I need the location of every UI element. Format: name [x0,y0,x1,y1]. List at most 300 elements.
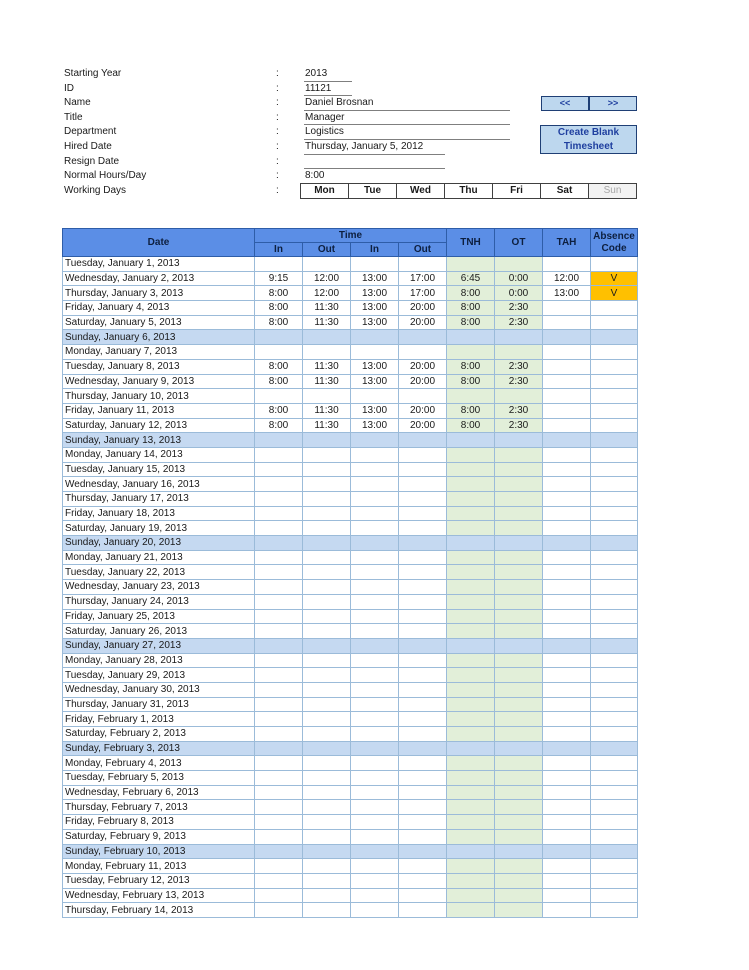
cell-in1[interactable]: 8:00 [255,403,303,418]
cell-tah[interactable] [543,815,591,830]
cell-tah[interactable] [543,477,591,492]
cell-tah[interactable] [543,389,591,404]
cell-ot[interactable]: 2:30 [495,374,543,389]
cell-in2[interactable] [351,712,399,727]
cell-out1[interactable] [303,550,351,565]
cell-abs[interactable] [591,433,638,448]
cell-out2[interactable]: 20:00 [399,418,447,433]
cell-out2[interactable] [399,257,447,272]
cell-in1[interactable] [255,492,303,507]
cell-tah[interactable] [543,550,591,565]
cell-tah[interactable] [543,873,591,888]
info-value[interactable]: 2013 [305,68,328,79]
cell-abs[interactable] [591,800,638,815]
cell-out2[interactable] [399,594,447,609]
cell-tah[interactable] [543,829,591,844]
cell-in1[interactable]: 8:00 [255,359,303,374]
cell-tnh[interactable] [447,903,495,918]
cell-in1[interactable] [255,536,303,551]
cell-out1[interactable] [303,609,351,624]
cell-in2[interactable] [351,829,399,844]
cell-abs[interactable] [591,315,638,330]
cell-in1[interactable] [255,682,303,697]
cell-in1[interactable] [255,477,303,492]
cell-out1[interactable] [303,594,351,609]
cell-tnh[interactable] [447,638,495,653]
cell-out2[interactable] [399,624,447,639]
cell-in1[interactable] [255,433,303,448]
cell-ot[interactable] [495,580,543,595]
cell-tnh[interactable] [447,477,495,492]
cell-tnh[interactable] [447,536,495,551]
cell-in1[interactable] [255,624,303,639]
cell-abs[interactable] [591,741,638,756]
cell-in1[interactable] [255,829,303,844]
cell-tah[interactable] [543,727,591,742]
cell-out1[interactable] [303,873,351,888]
cell-in1[interactable]: 8:00 [255,374,303,389]
cell-in2[interactable]: 13:00 [351,271,399,286]
info-value[interactable]: 8:00 [305,170,325,182]
cell-out2[interactable] [399,638,447,653]
cell-ot[interactable]: 2:30 [495,418,543,433]
cell-tnh[interactable] [447,447,495,462]
cell-out2[interactable] [399,829,447,844]
cell-in2[interactable] [351,447,399,462]
cell-ot[interactable] [495,594,543,609]
cell-ot[interactable]: 2:30 [495,403,543,418]
cell-in2[interactable] [351,741,399,756]
cell-out1[interactable] [303,477,351,492]
cell-in1[interactable] [255,257,303,272]
cell-out1[interactable]: 11:30 [303,403,351,418]
info-value[interactable]: Logistics [305,126,344,138]
cell-tnh[interactable]: 8:00 [447,359,495,374]
cell-in2[interactable] [351,477,399,492]
cell-tnh[interactable] [447,682,495,697]
cell-in1[interactable] [255,873,303,888]
cell-in2[interactable]: 13:00 [351,315,399,330]
cell-out1[interactable] [303,727,351,742]
cell-abs[interactable] [591,903,638,918]
cell-in1[interactable] [255,550,303,565]
cell-out1[interactable] [303,829,351,844]
cell-out2[interactable] [399,550,447,565]
cell-in2[interactable] [351,433,399,448]
cell-in2[interactable] [351,653,399,668]
cell-in2[interactable] [351,859,399,874]
cell-tah[interactable] [543,594,591,609]
cell-out2[interactable] [399,903,447,918]
cell-in2[interactable] [351,580,399,595]
cell-in2[interactable] [351,609,399,624]
cell-in2[interactable]: 13:00 [351,286,399,301]
cell-out1[interactable] [303,506,351,521]
cell-tnh[interactable]: 8:00 [447,315,495,330]
cell-tah[interactable] [543,359,591,374]
cell-tah[interactable] [543,638,591,653]
cell-tah[interactable] [543,712,591,727]
cell-tnh[interactable] [447,741,495,756]
cell-ot[interactable] [495,800,543,815]
cell-out1[interactable] [303,492,351,507]
cell-in1[interactable] [255,903,303,918]
working-day-sat[interactable]: Sat [541,184,589,198]
cell-abs[interactable] [591,594,638,609]
cell-in2[interactable] [351,771,399,786]
cell-tah[interactable] [543,653,591,668]
cell-ot[interactable] [495,668,543,683]
cell-tah[interactable] [543,580,591,595]
cell-out1[interactable] [303,580,351,595]
cell-tah[interactable] [543,741,591,756]
cell-ot[interactable] [495,565,543,580]
cell-tah[interactable] [543,257,591,272]
cell-out1[interactable] [303,785,351,800]
cell-in2[interactable] [351,873,399,888]
cell-out1[interactable] [303,521,351,536]
cell-out1[interactable]: 12:00 [303,271,351,286]
cell-in1[interactable] [255,756,303,771]
cell-tnh[interactable] [447,815,495,830]
cell-tnh[interactable] [447,873,495,888]
cell-out1[interactable] [303,903,351,918]
cell-in2[interactable] [351,756,399,771]
cell-ot[interactable] [495,829,543,844]
cell-out2[interactable] [399,345,447,360]
cell-tnh[interactable] [447,829,495,844]
cell-tnh[interactable] [447,800,495,815]
cell-abs[interactable] [591,301,638,316]
cell-tah[interactable] [543,462,591,477]
cell-out1[interactable]: 11:30 [303,418,351,433]
cell-out1[interactable] [303,756,351,771]
cell-tnh[interactable] [447,330,495,345]
cell-in2[interactable] [351,727,399,742]
cell-out2[interactable] [399,536,447,551]
cell-out1[interactable] [303,682,351,697]
cell-tnh[interactable] [447,653,495,668]
cell-abs[interactable] [591,492,638,507]
cell-ot[interactable] [495,873,543,888]
cell-out1[interactable] [303,712,351,727]
cell-tnh[interactable] [447,727,495,742]
cell-out2[interactable]: 20:00 [399,359,447,374]
cell-abs[interactable]: V [591,286,638,301]
cell-ot[interactable] [495,682,543,697]
cell-tah[interactable] [543,697,591,712]
cell-out1[interactable] [303,536,351,551]
cell-out2[interactable] [399,565,447,580]
cell-out2[interactable]: 20:00 [399,374,447,389]
cell-out1[interactable] [303,433,351,448]
cell-tnh[interactable] [447,888,495,903]
cell-in1[interactable] [255,844,303,859]
cell-in2[interactable] [351,521,399,536]
previous-sheet-button[interactable]: << [541,96,589,111]
cell-ot[interactable] [495,771,543,786]
cell-tnh[interactable] [447,756,495,771]
cell-in2[interactable] [351,785,399,800]
cell-out1[interactable] [303,859,351,874]
cell-ot[interactable] [495,697,543,712]
cell-in1[interactable] [255,741,303,756]
cell-in1[interactable] [255,462,303,477]
cell-ot[interactable] [495,433,543,448]
next-sheet-button[interactable]: >> [589,96,637,111]
cell-out2[interactable] [399,653,447,668]
cell-in1[interactable] [255,565,303,580]
working-day-mon[interactable]: Mon [301,184,349,198]
cell-ot[interactable] [495,492,543,507]
cell-out2[interactable] [399,433,447,448]
cell-tnh[interactable] [447,433,495,448]
cell-in2[interactable] [351,668,399,683]
cell-tnh[interactable]: 8:00 [447,286,495,301]
cell-abs[interactable] [591,580,638,595]
cell-tnh[interactable] [447,594,495,609]
cell-tnh[interactable] [447,389,495,404]
cell-abs[interactable] [591,447,638,462]
cell-tnh[interactable] [447,859,495,874]
cell-in1[interactable] [255,727,303,742]
cell-ot[interactable]: 0:00 [495,271,543,286]
cell-out1[interactable] [303,638,351,653]
cell-tah[interactable] [543,418,591,433]
cell-ot[interactable] [495,712,543,727]
cell-out2[interactable] [399,771,447,786]
cell-out1[interactable] [303,330,351,345]
cell-tnh[interactable] [447,712,495,727]
cell-out2[interactable]: 17:00 [399,286,447,301]
cell-abs[interactable] [591,506,638,521]
cell-out1[interactable]: 11:30 [303,374,351,389]
cell-tnh[interactable] [447,771,495,786]
cell-in1[interactable] [255,815,303,830]
cell-in1[interactable] [255,668,303,683]
cell-in2[interactable] [351,506,399,521]
cell-tah[interactable] [543,330,591,345]
cell-abs[interactable] [591,345,638,360]
cell-out2[interactable] [399,609,447,624]
cell-abs[interactable] [591,374,638,389]
cell-out1[interactable]: 11:30 [303,301,351,316]
cell-in2[interactable]: 13:00 [351,359,399,374]
cell-tah[interactable] [543,447,591,462]
cell-ot[interactable] [495,815,543,830]
cell-in1[interactable] [255,653,303,668]
cell-in2[interactable] [351,257,399,272]
cell-ot[interactable] [495,257,543,272]
cell-tah[interactable] [543,609,591,624]
cell-out2[interactable] [399,697,447,712]
cell-in1[interactable] [255,638,303,653]
cell-abs[interactable] [591,653,638,668]
cell-ot[interactable] [495,785,543,800]
cell-in2[interactable]: 13:00 [351,403,399,418]
cell-tnh[interactable]: 6:45 [447,271,495,286]
cell-in1[interactable] [255,771,303,786]
cell-out2[interactable] [399,727,447,742]
cell-in1[interactable] [255,345,303,360]
cell-in2[interactable] [351,624,399,639]
cell-ot[interactable] [495,903,543,918]
cell-abs[interactable] [591,712,638,727]
create-blank-timesheet-button[interactable] [540,125,637,154]
cell-abs[interactable] [591,859,638,874]
cell-tah[interactable] [543,492,591,507]
cell-ot[interactable] [495,550,543,565]
cell-tnh[interactable] [447,257,495,272]
cell-abs[interactable] [591,359,638,374]
cell-abs[interactable] [591,727,638,742]
cell-tah[interactable] [543,800,591,815]
cell-in1[interactable] [255,389,303,404]
cell-tah[interactable] [543,756,591,771]
cell-tnh[interactable] [447,844,495,859]
cell-out2[interactable] [399,712,447,727]
cell-tah[interactable]: 12:00 [543,271,591,286]
cell-tah[interactable] [543,624,591,639]
cell-tnh[interactable] [447,609,495,624]
cell-out2[interactable] [399,580,447,595]
cell-ot[interactable] [495,727,543,742]
cell-tnh[interactable] [447,697,495,712]
cell-in2[interactable] [351,844,399,859]
cell-ot[interactable] [495,609,543,624]
cell-abs[interactable] [591,771,638,786]
cell-out2[interactable]: 20:00 [399,301,447,316]
cell-in2[interactable] [351,682,399,697]
cell-out1[interactable] [303,697,351,712]
cell-tah[interactable] [543,433,591,448]
cell-ot[interactable] [495,653,543,668]
cell-abs[interactable] [591,536,638,551]
cell-out2[interactable] [399,844,447,859]
cell-tah[interactable] [543,374,591,389]
cell-out1[interactable] [303,345,351,360]
working-day-sun[interactable]: Sun [589,184,636,198]
cell-out1[interactable] [303,257,351,272]
cell-tah[interactable] [543,536,591,551]
cell-tnh[interactable]: 8:00 [447,403,495,418]
cell-tah[interactable] [543,403,591,418]
cell-in1[interactable] [255,521,303,536]
cell-out2[interactable] [399,521,447,536]
cell-tnh[interactable] [447,668,495,683]
cell-ot[interactable] [495,506,543,521]
cell-in1[interactable] [255,609,303,624]
cell-out1[interactable] [303,653,351,668]
cell-out2[interactable] [399,682,447,697]
cell-ot[interactable] [495,859,543,874]
cell-in2[interactable]: 13:00 [351,301,399,316]
cell-out2[interactable] [399,888,447,903]
cell-out1[interactable] [303,741,351,756]
working-day-wed[interactable]: Wed [397,184,445,198]
cell-in1[interactable] [255,447,303,462]
cell-ot[interactable] [495,536,543,551]
cell-tah[interactable] [543,506,591,521]
cell-tnh[interactable]: 8:00 [447,374,495,389]
cell-out1[interactable] [303,668,351,683]
cell-out2[interactable] [399,447,447,462]
cell-tnh[interactable] [447,492,495,507]
cell-abs[interactable] [591,403,638,418]
cell-ot[interactable] [495,741,543,756]
cell-out2[interactable] [399,477,447,492]
cell-tah[interactable]: 13:00 [543,286,591,301]
cell-abs[interactable] [591,873,638,888]
cell-in2[interactable] [351,389,399,404]
cell-out2[interactable] [399,462,447,477]
cell-in1[interactable] [255,330,303,345]
cell-tnh[interactable] [447,624,495,639]
cell-tah[interactable] [543,771,591,786]
cell-tnh[interactable]: 8:00 [447,418,495,433]
cell-in1[interactable] [255,785,303,800]
cell-out1[interactable] [303,624,351,639]
cell-in1[interactable] [255,800,303,815]
cell-ot[interactable] [495,844,543,859]
info-value[interactable]: Manager [305,111,345,123]
cell-out2[interactable] [399,668,447,683]
cell-tnh[interactable] [447,345,495,360]
cell-in2[interactable] [351,345,399,360]
cell-out2[interactable]: 17:00 [399,271,447,286]
cell-abs[interactable] [591,521,638,536]
cell-out1[interactable] [303,888,351,903]
cell-tah[interactable] [543,888,591,903]
cell-tah[interactable] [543,345,591,360]
cell-in1[interactable]: 8:00 [255,315,303,330]
cell-in2[interactable] [351,815,399,830]
cell-out2[interactable] [399,873,447,888]
cell-ot[interactable]: 0:00 [495,286,543,301]
cell-in2[interactable] [351,536,399,551]
cell-abs[interactable] [591,462,638,477]
cell-tah[interactable] [543,668,591,683]
cell-tnh[interactable] [447,506,495,521]
cell-tah[interactable] [543,565,591,580]
cell-out2[interactable] [399,330,447,345]
cell-out2[interactable] [399,741,447,756]
cell-in2[interactable] [351,550,399,565]
cell-tnh[interactable] [447,550,495,565]
cell-abs[interactable] [591,330,638,345]
cell-out1[interactable] [303,815,351,830]
cell-tah[interactable] [543,903,591,918]
cell-out2[interactable]: 20:00 [399,403,447,418]
cell-ot[interactable] [495,330,543,345]
cell-abs[interactable] [591,888,638,903]
info-value[interactable]: Daniel Brosnan [305,97,374,109]
cell-in1[interactable] [255,506,303,521]
cell-abs[interactable] [591,477,638,492]
cell-out2[interactable] [399,389,447,404]
cell-abs[interactable] [591,829,638,844]
working-day-tue[interactable]: Tue [349,184,397,198]
cell-in2[interactable] [351,697,399,712]
cell-in2[interactable] [351,492,399,507]
cell-abs[interactable] [591,844,638,859]
cell-in2[interactable] [351,462,399,477]
cell-abs[interactable]: V [591,271,638,286]
cell-out1[interactable] [303,844,351,859]
cell-in1[interactable] [255,697,303,712]
cell-abs[interactable] [591,668,638,683]
cell-out1[interactable]: 12:00 [303,286,351,301]
